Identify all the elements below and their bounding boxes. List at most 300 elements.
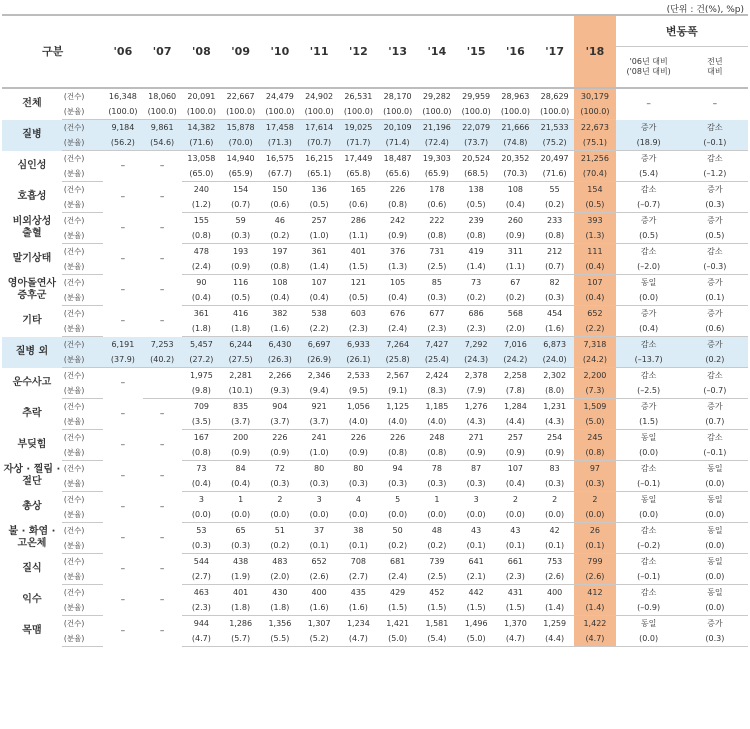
cell-ratio: (4.3) (535, 414, 574, 430)
row-kind-ratio: (분율) (62, 259, 103, 275)
cell-count: 50 (392, 526, 403, 535)
cell-ratio: (8.3) (417, 383, 456, 399)
header-year: '16 (496, 15, 535, 88)
cell-empty-dash: – (120, 191, 126, 202)
table-row (2, 120, 748, 136)
cell-count: 14,382 (182, 120, 221, 136)
cell-ratio: (2.3) (339, 321, 378, 337)
row-label: 호흡성 (17, 191, 47, 202)
cell-count: 16,215 (305, 154, 334, 163)
cell-empty-dash: – (120, 501, 126, 512)
cell-ratio: (0.8) (457, 228, 496, 244)
cell-ratio: (0.1) (300, 538, 339, 554)
cell-count: 150 (272, 185, 288, 194)
cell-count: 138 (468, 185, 484, 194)
cell-count: 72 (274, 464, 285, 473)
header-year-2018: '18 (574, 15, 615, 88)
cell-count: 1,185 (425, 402, 449, 411)
cell-count: 17,614 (300, 120, 339, 136)
cell-count: 16,575 (265, 154, 294, 163)
cell-count: 2,258 (503, 371, 527, 380)
cell-count: 4 (355, 495, 361, 504)
row-label: 질병 (2, 120, 62, 151)
row-kind-count: (건수) (63, 526, 85, 535)
cell-ratio: (2.6) (574, 569, 615, 585)
cell-ratio: (8.0) (535, 383, 574, 399)
header-year: '13 (378, 15, 417, 88)
cell-ratio: (65.9) (417, 166, 456, 182)
cell-ratio: (0.3) (300, 476, 339, 492)
cell-count: 21,666 (496, 120, 535, 136)
cell-empty-dash: – (159, 563, 165, 574)
table-row (2, 213, 748, 229)
cell-empty-dash: – (159, 439, 165, 450)
statistics-table (2, 14, 748, 647)
cell-count: 429 (390, 588, 406, 597)
cell-ratio: (1.5) (417, 600, 456, 616)
cell-count: 242 (390, 216, 406, 225)
row-kind-count: (건수) (63, 402, 85, 411)
cell-ratio: (1.8) (221, 321, 260, 337)
change-vs-2006-value: (0.5) (616, 228, 682, 244)
change-vs-prev-value: (–0.1) (682, 135, 748, 151)
cell-ratio: (0.0) (574, 507, 615, 523)
change-vs-2006-value: (0.0) (616, 507, 682, 523)
cell-ratio: (4.0) (378, 414, 417, 430)
cell-count: 9,184 (103, 120, 142, 136)
cell-count: 239 (468, 216, 484, 225)
cell-count: 85 (431, 278, 442, 287)
cell-ratio: (72.4) (417, 135, 456, 151)
cell-ratio: (0.1) (574, 538, 615, 554)
change-vs-2006-value: (18.9) (616, 135, 682, 151)
cell-ratio: (65.6) (378, 166, 417, 182)
change-vs-prev-direction: 동일 (707, 588, 723, 597)
cell-ratio: (0.0) (221, 507, 260, 523)
cell-count: 1,056 (346, 402, 370, 411)
header-vs-prev-line1: 전년 (707, 57, 723, 66)
change-vs-prev-value: (0.0) (682, 507, 748, 523)
cell-ratio: (37.9) (103, 352, 142, 368)
change-vs-2006-value: (5.4) (616, 166, 682, 182)
cell-ratio: (70.3) (496, 166, 535, 182)
cell-empty-dash: – (159, 408, 165, 419)
row-kind-count: (건수) (63, 154, 85, 163)
cell-ratio: (0.7) (535, 259, 574, 275)
cell-count: 5,457 (182, 337, 221, 353)
row-label: 기타 (22, 315, 42, 326)
row-kind-count: (건수) (63, 92, 85, 101)
cell-ratio: (0.1) (339, 538, 378, 554)
cell-count: 111 (574, 244, 615, 260)
cell-ratio: (10.1) (221, 383, 260, 399)
change-vs-prev-direction: 감소 (707, 433, 723, 442)
change-vs-prev-value: (0.0) (682, 569, 748, 585)
cell-count: 200 (233, 433, 249, 442)
change-vs-2006-direction: 감소 (640, 557, 657, 566)
cell-count: 1,286 (229, 619, 253, 628)
cell-count: 108 (507, 185, 524, 194)
change-vs-prev-direction: 증가 (682, 337, 748, 353)
cell-ratio: (5.2) (300, 631, 339, 647)
cell-ratio: (54.6) (143, 135, 182, 151)
row-kind-count: (건수) (63, 433, 85, 442)
cell-ratio: (0.5) (300, 197, 339, 213)
table-row (2, 88, 748, 104)
cell-count: 90 (196, 278, 207, 287)
cell-ratio: (0.5) (574, 197, 615, 213)
change-vs-2006-value: (–2.5) (616, 383, 682, 399)
row-kind-count: (건수) (63, 185, 85, 194)
change-vs-2006-value: (–0.2) (616, 538, 682, 554)
cell-count: 1,975 (189, 371, 213, 380)
cell-empty-dash: – (120, 222, 126, 233)
cell-empty-dash: – (120, 470, 126, 481)
cell-ratio: (2.3) (417, 321, 456, 337)
cell-count: 641 (468, 557, 484, 566)
cell-count: 401 (350, 247, 367, 256)
cell-count: 452 (429, 588, 445, 597)
cell-ratio: (0.4) (182, 476, 221, 492)
cell-ratio: (0.2) (535, 197, 574, 213)
cell-count: 835 (233, 402, 249, 411)
change-vs-prev-direction: 증가 (707, 309, 723, 318)
cell-ratio: (5.0) (378, 631, 417, 647)
cell-ratio: (75.1) (574, 135, 615, 151)
change-vs-2006-value: (0.4) (616, 321, 682, 337)
cell-empty-dash: – (159, 625, 165, 636)
cell-ratio: (100.0) (260, 104, 299, 120)
cell-count: 3 (316, 495, 322, 504)
cell-count: 753 (547, 557, 563, 566)
cell-ratio: (100.0) (457, 104, 496, 120)
cell-ratio: (71.4) (378, 135, 417, 151)
cell-ratio: (4.0) (417, 414, 456, 430)
header-category: 구분 (2, 15, 103, 88)
cell-count: 26,531 (344, 92, 373, 101)
cell-ratio: (3.5) (182, 414, 221, 430)
cell-ratio: (0.3) (417, 290, 456, 306)
cell-count: 6,244 (221, 337, 260, 353)
cell-ratio: (2.0) (260, 569, 299, 585)
cell-count: 46 (274, 216, 285, 225)
cell-ratio: (100.0) (300, 104, 339, 120)
cell-count: 29,282 (422, 92, 451, 101)
row-kind-ratio: (분율) (62, 538, 103, 554)
cell-ratio: (0.8) (574, 445, 615, 461)
cell-empty-dash: – (120, 594, 126, 605)
cell-ratio: (100.0) (378, 104, 417, 120)
cell-ratio: (7.8) (496, 383, 535, 399)
cell-count: 154 (233, 185, 249, 194)
cell-ratio: (100.0) (535, 104, 574, 120)
cell-count: 1,234 (346, 619, 370, 628)
row-kind-ratio: (분율) (62, 352, 103, 368)
cell-ratio: (0.2) (417, 538, 456, 554)
cell-ratio: (0.5) (457, 197, 496, 213)
cell-ratio: (65.8) (339, 166, 378, 182)
cell-ratio: (0.4) (496, 476, 535, 492)
cell-ratio: (7.3) (574, 383, 615, 399)
cell-ratio: (0.8) (378, 445, 417, 461)
change-vs-prev-value: (–1.2) (682, 166, 748, 182)
cell-count: 921 (311, 402, 327, 411)
table-row (2, 585, 748, 601)
cell-count: 73 (196, 464, 207, 473)
change-vs-2006-value: (–13.7) (616, 352, 682, 368)
cell-count: 1,284 (503, 402, 527, 411)
cell-count: 944 (193, 619, 210, 628)
statistics-table-wrapper (2, 14, 748, 647)
cell-count: 2,200 (574, 368, 615, 384)
cell-count: 15,878 (221, 120, 260, 136)
cell-ratio: (2.7) (339, 569, 378, 585)
cell-count: 226 (390, 185, 406, 194)
cell-ratio: (25.4) (417, 352, 456, 368)
cell-count: 2,533 (346, 371, 370, 380)
cell-ratio: (1.6) (339, 600, 378, 616)
cell-count: 87 (471, 464, 482, 473)
cell-ratio: (1.4) (574, 600, 615, 616)
cell-count: 271 (468, 433, 484, 442)
cell-count: 178 (429, 185, 445, 194)
row-label: 운수사고 (12, 377, 52, 388)
cell-count: 165 (350, 185, 367, 194)
table-row (2, 368, 748, 384)
change-vs-2006-direction: 증가 (640, 216, 657, 225)
cell-ratio: (0.9) (496, 445, 535, 461)
cell-count: 603 (350, 309, 367, 318)
cell-ratio: (0.2) (378, 538, 417, 554)
table-row-ratio (2, 135, 748, 151)
cell-ratio: (1.1) (339, 228, 378, 244)
change-vs-prev-direction: 증가 (707, 278, 723, 287)
cell-count: 37 (314, 526, 325, 535)
table-header (2, 15, 748, 88)
row-kind-count: (건수) (62, 337, 103, 353)
row-kind-ratio: (분율) (62, 414, 103, 430)
cell-count: 18,060 (148, 92, 177, 101)
cell-ratio: (3.7) (300, 414, 339, 430)
row-kind-ratio: (분율) (62, 228, 103, 244)
row-kind-ratio: (분율) (62, 476, 103, 492)
cell-ratio: (100.0) (417, 104, 456, 120)
cell-ratio: (1.4) (300, 259, 339, 275)
row-label: 질병 외 (2, 337, 62, 368)
cell-ratio: (0.0) (496, 507, 535, 523)
cell-ratio: (0.2) (260, 228, 299, 244)
cell-count: 245 (574, 430, 615, 446)
cell-ratio: (1.3) (378, 259, 417, 275)
cell-count: 105 (390, 278, 406, 287)
cell-ratio: (9.3) (260, 383, 299, 399)
unit-note: (단위 : 건(%), %p) (666, 5, 744, 15)
cell-count: 7,253 (143, 337, 182, 353)
cell-ratio: (0.3) (260, 476, 299, 492)
change-vs-2006: – (646, 98, 651, 109)
cell-ratio: (67.7) (260, 166, 299, 182)
cell-ratio: (0.9) (378, 228, 417, 244)
change-vs-prev-direction: 동일 (707, 464, 723, 473)
cell-count: 2,266 (268, 371, 292, 380)
change-vs-prev-direction: 동일 (707, 557, 723, 566)
row-kind-count: (건수) (63, 588, 85, 597)
change-vs-2006-direction: 증가 (640, 402, 657, 411)
cell-ratio: (1.6) (300, 600, 339, 616)
cell-empty-dash: – (120, 253, 126, 264)
cell-count: 412 (574, 585, 615, 601)
cell-ratio: (2.2) (574, 321, 615, 337)
cell-count: 652 (574, 306, 615, 322)
row-kind-ratio: (분율) (62, 569, 103, 585)
change-vs-2006-value: (–0.9) (616, 600, 682, 616)
row-kind-ratio: (분율) (62, 197, 103, 213)
change-vs-prev-direction: 증가 (707, 216, 723, 225)
cell-ratio: (70.0) (221, 135, 260, 151)
change-vs-prev-value: (0.2) (682, 352, 748, 368)
change-vs-2006-direction: 증가 (616, 120, 682, 136)
cell-count: 538 (311, 309, 327, 318)
cell-ratio: (0.4) (378, 290, 417, 306)
cell-count: 2 (552, 495, 558, 504)
cell-count: 154 (574, 182, 615, 198)
change-vs-2006-direction: 동일 (640, 495, 657, 504)
row-label: 익수 (22, 594, 42, 605)
cell-count: 544 (193, 557, 210, 566)
change-vs-prev-value: (–0.3) (682, 259, 748, 275)
cell-empty-dash: – (159, 253, 165, 264)
row-kind-count: (건수) (63, 309, 85, 318)
header-year: '10 (260, 15, 299, 88)
cell-ratio: (4.7) (182, 631, 221, 647)
row-label: 자상 · 찔림 · 절단 (3, 464, 61, 487)
cell-count: 24,479 (265, 92, 294, 101)
cell-count: 1,276 (464, 402, 488, 411)
row-kind-ratio: (분율) (62, 507, 103, 523)
cell-ratio: (9.4) (300, 383, 339, 399)
table-row (2, 523, 748, 539)
table-row-ratio (2, 352, 748, 368)
cell-count: 1,496 (464, 619, 488, 628)
table-row (2, 492, 748, 508)
cell-ratio: (0.7) (221, 197, 260, 213)
cell-ratio: (5.0) (574, 414, 615, 430)
change-vs-2006-value: (1.5) (616, 414, 682, 430)
cell-empty-dash: – (159, 191, 165, 202)
cell-ratio: (100.0) (182, 104, 221, 120)
cell-ratio: (5.0) (457, 631, 496, 647)
cell-ratio: (0.8) (182, 445, 221, 461)
cell-count: 21,533 (535, 120, 574, 136)
cell-ratio: (26.3) (260, 352, 299, 368)
change-vs-2006-direction: 동일 (640, 433, 657, 442)
cell-count: 686 (468, 309, 484, 318)
cell-ratio: (4.7) (574, 631, 615, 647)
change-vs-prev-direction: 동일 (707, 526, 723, 535)
cell-ratio: (0.5) (339, 290, 378, 306)
cell-ratio: (70.7) (300, 135, 339, 151)
cell-ratio: (0.9) (221, 445, 260, 461)
row-kind-ratio: (분율) (62, 321, 103, 337)
cell-ratio: (2.1) (457, 569, 496, 585)
cell-count: 681 (390, 557, 406, 566)
cell-count: 19,025 (339, 120, 378, 136)
cell-ratio: (0.3) (535, 476, 574, 492)
change-vs-prev-direction: 감소 (707, 247, 723, 256)
cell-count: 20,091 (187, 92, 216, 101)
table-row (2, 337, 748, 353)
change-vs-2006-direction: 감소 (640, 588, 657, 597)
cell-ratio: (0.3) (535, 290, 574, 306)
cell-count: 1,370 (503, 619, 527, 628)
cell-count: 29,959 (462, 92, 491, 101)
row-kind-count: (건수) (63, 557, 85, 566)
row-label: 질식 (22, 563, 42, 574)
cell-ratio: (2.2) (300, 321, 339, 337)
cell-count: 1,259 (543, 619, 567, 628)
cell-count: 78 (431, 464, 442, 473)
cell-ratio: (1.5) (378, 600, 417, 616)
cell-ratio: (3.7) (260, 414, 299, 430)
cell-count: 1 (238, 495, 244, 504)
cell-count: 197 (272, 247, 288, 256)
cell-ratio: (1.5) (457, 600, 496, 616)
cell-count: 80 (314, 464, 325, 473)
cell-ratio: (4.0) (339, 414, 378, 430)
cell-count: 2 (277, 495, 283, 504)
cell-count: 652 (311, 557, 327, 566)
cell-count: 6,933 (339, 337, 378, 353)
cell-count: 7,427 (417, 337, 456, 353)
row-label: 목맴 (22, 625, 42, 636)
cell-ratio: (2.4) (182, 259, 221, 275)
cell-count: 226 (272, 433, 288, 442)
cell-count: 2,424 (425, 371, 449, 380)
cell-count: 7,292 (457, 337, 496, 353)
change-vs-2006-direction: 동일 (640, 619, 657, 628)
cell-ratio: (24.2) (496, 352, 535, 368)
cell-count: 22,079 (457, 120, 496, 136)
cell-count: 257 (507, 433, 524, 442)
cell-count: 739 (429, 557, 445, 566)
cell-ratio: (0.3) (417, 476, 456, 492)
change-vs-prev-value: (0.1) (682, 290, 748, 306)
change-vs-prev-direction: 증가 (707, 185, 723, 194)
cell-ratio: (9.5) (339, 383, 378, 399)
change-vs-prev-value: (0.3) (682, 197, 748, 213)
cell-ratio: (71.3) (260, 135, 299, 151)
table-row (2, 616, 748, 632)
table-body (2, 88, 748, 647)
cell-count: 2,281 (229, 371, 253, 380)
cell-ratio: (74.8) (496, 135, 535, 151)
cell-ratio: (5.7) (221, 631, 260, 647)
row-label: 부딪힘 (17, 439, 47, 450)
cell-count: 116 (233, 278, 249, 287)
cell-count: 107 (574, 275, 615, 291)
cell-count: 20,352 (501, 154, 530, 163)
cell-count: 416 (233, 309, 249, 318)
cell-ratio: (1.8) (182, 321, 221, 337)
row-kind-ratio: (분율) (62, 166, 103, 182)
change-vs-prev-direction: 증가 (707, 402, 723, 411)
cell-count: 67 (510, 278, 521, 287)
change-vs-2006-direction: 감소 (640, 247, 657, 256)
cell-count: 1,231 (543, 402, 567, 411)
change-vs-2006-direction: 감소 (616, 337, 682, 353)
header-vs-prev-line2: 대비 (707, 67, 723, 76)
cell-count: 7,016 (496, 337, 535, 353)
